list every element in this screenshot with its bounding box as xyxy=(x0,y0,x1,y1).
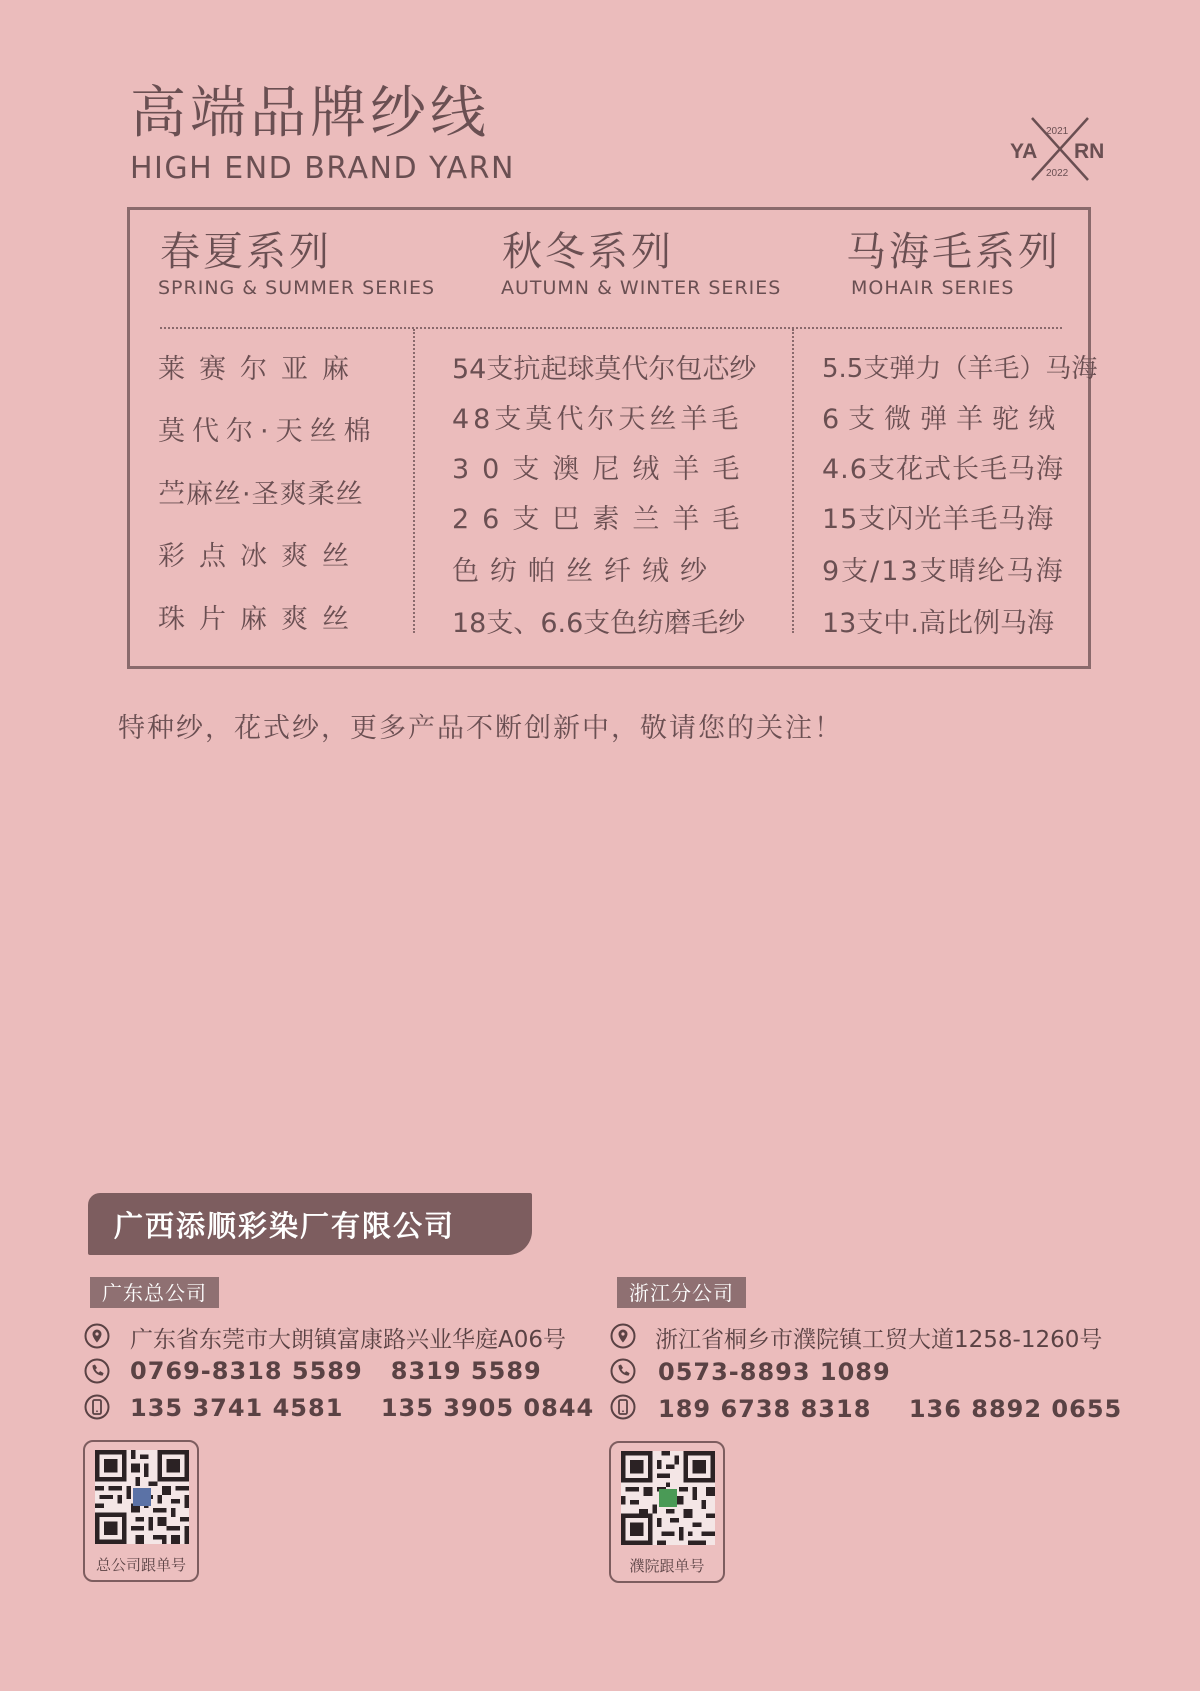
mobile-zhejiang: 189 6738 8318 136 8892 0655 xyxy=(658,1395,1123,1423)
series-subtitle-spring: SPRING & SUMMER SERIES xyxy=(158,277,436,299)
list-item: 莫代尔·天丝棉 xyxy=(158,416,378,447)
qr-card-zhejiang xyxy=(609,1441,725,1583)
yarn-logo-year-bottom: 2022 xyxy=(1046,168,1069,179)
qr-card-guangdong xyxy=(83,1440,199,1582)
list-item: 苎麻丝·圣爽柔丝 xyxy=(158,479,364,510)
list-item: 54支抗起球莫代尔包芯纱 xyxy=(452,354,757,385)
page-subtitle: HIGH END BRAND YARN xyxy=(130,151,515,186)
tagline: 特种纱，花式纱，更多产品不断创新中，敬请您的关注！ xyxy=(118,713,843,744)
qr-label-guangdong: 总公司跟单号 xyxy=(95,1556,186,1574)
yarn-logo-year-top: 2021 xyxy=(1046,126,1069,137)
list-item: 珠片麻爽丝 xyxy=(158,604,363,635)
column-divider xyxy=(792,329,794,633)
series-title-spring: 春夏系列 xyxy=(160,229,332,275)
list-item: 26支巴素兰羊毛 xyxy=(452,504,753,535)
list-item: 6支微弹羊驼绒 xyxy=(822,404,1065,435)
yarn-logo xyxy=(1010,114,1110,184)
address-guangdong: 广东省东莞市大朗镇富康路兴业华庭A06号 xyxy=(130,1327,567,1353)
office-tag-zhejiang: 浙江分公司 xyxy=(617,1277,746,1308)
phone-icon xyxy=(610,1358,636,1384)
mobile-icon xyxy=(610,1394,636,1420)
location-pin-icon xyxy=(84,1323,110,1349)
mobile-icon xyxy=(84,1394,110,1420)
list-item: 9支/13支晴纶马海 xyxy=(822,556,1065,587)
column-divider xyxy=(413,329,415,633)
phone-icon xyxy=(84,1358,110,1384)
series-divider xyxy=(160,327,1062,329)
qr-code-icon xyxy=(95,1450,189,1544)
list-item: 色纺帕丝纤绒纱 xyxy=(452,556,718,587)
phone-guangdong: 0769-8318 5589 8319 5589 xyxy=(130,1357,542,1385)
list-item: 13支中.高比例马海 xyxy=(822,608,1054,639)
series-subtitle-mohair: MOHAIR SERIES xyxy=(851,277,1015,299)
list-item: 彩点冰爽丝 xyxy=(158,541,363,572)
address-zhejiang: 浙江省桐乡市濮院镇工贸大道1258-1260号 xyxy=(655,1327,1103,1353)
list-item: 30支澳尼绒羊毛 xyxy=(452,454,753,485)
yarn-logo-right: RN xyxy=(1074,140,1105,163)
series-title-autumn: 秋冬系列 xyxy=(502,229,674,275)
page-title: 高端品牌纱线 xyxy=(130,81,490,146)
list-item: 48支莫代尔天丝羊毛 xyxy=(452,404,743,435)
list-item: 莱赛尔亚麻 xyxy=(158,354,363,385)
series-title-mohair: 马海毛系列 xyxy=(846,229,1061,275)
list-item: 18支、6.6支色纺磨毛纱 xyxy=(452,608,746,639)
location-pin-icon xyxy=(610,1323,636,1349)
list-item: 5.5支弹力（羊毛）马海 xyxy=(822,354,1098,384)
list-item: 15支闪光羊毛马海 xyxy=(822,504,1055,535)
qr-code-icon xyxy=(621,1451,715,1545)
yarn-logo-left: YA xyxy=(1010,140,1038,163)
office-tag-guangdong: 广东总公司 xyxy=(90,1277,219,1308)
list-item: 4.6支花式长毛马海 xyxy=(822,454,1064,485)
phone-zhejiang: 0573-8893 1089 xyxy=(658,1358,891,1386)
series-subtitle-autumn: AUTUMN & WINTER SERIES xyxy=(501,277,782,299)
company-name-banner: 广西添顺彩染厂有限公司 xyxy=(88,1193,532,1255)
mobile-guangdong: 135 3741 4581 135 3905 0844 xyxy=(130,1394,595,1422)
qr-label-zhejiang: 濮院跟单号 xyxy=(629,1557,705,1575)
